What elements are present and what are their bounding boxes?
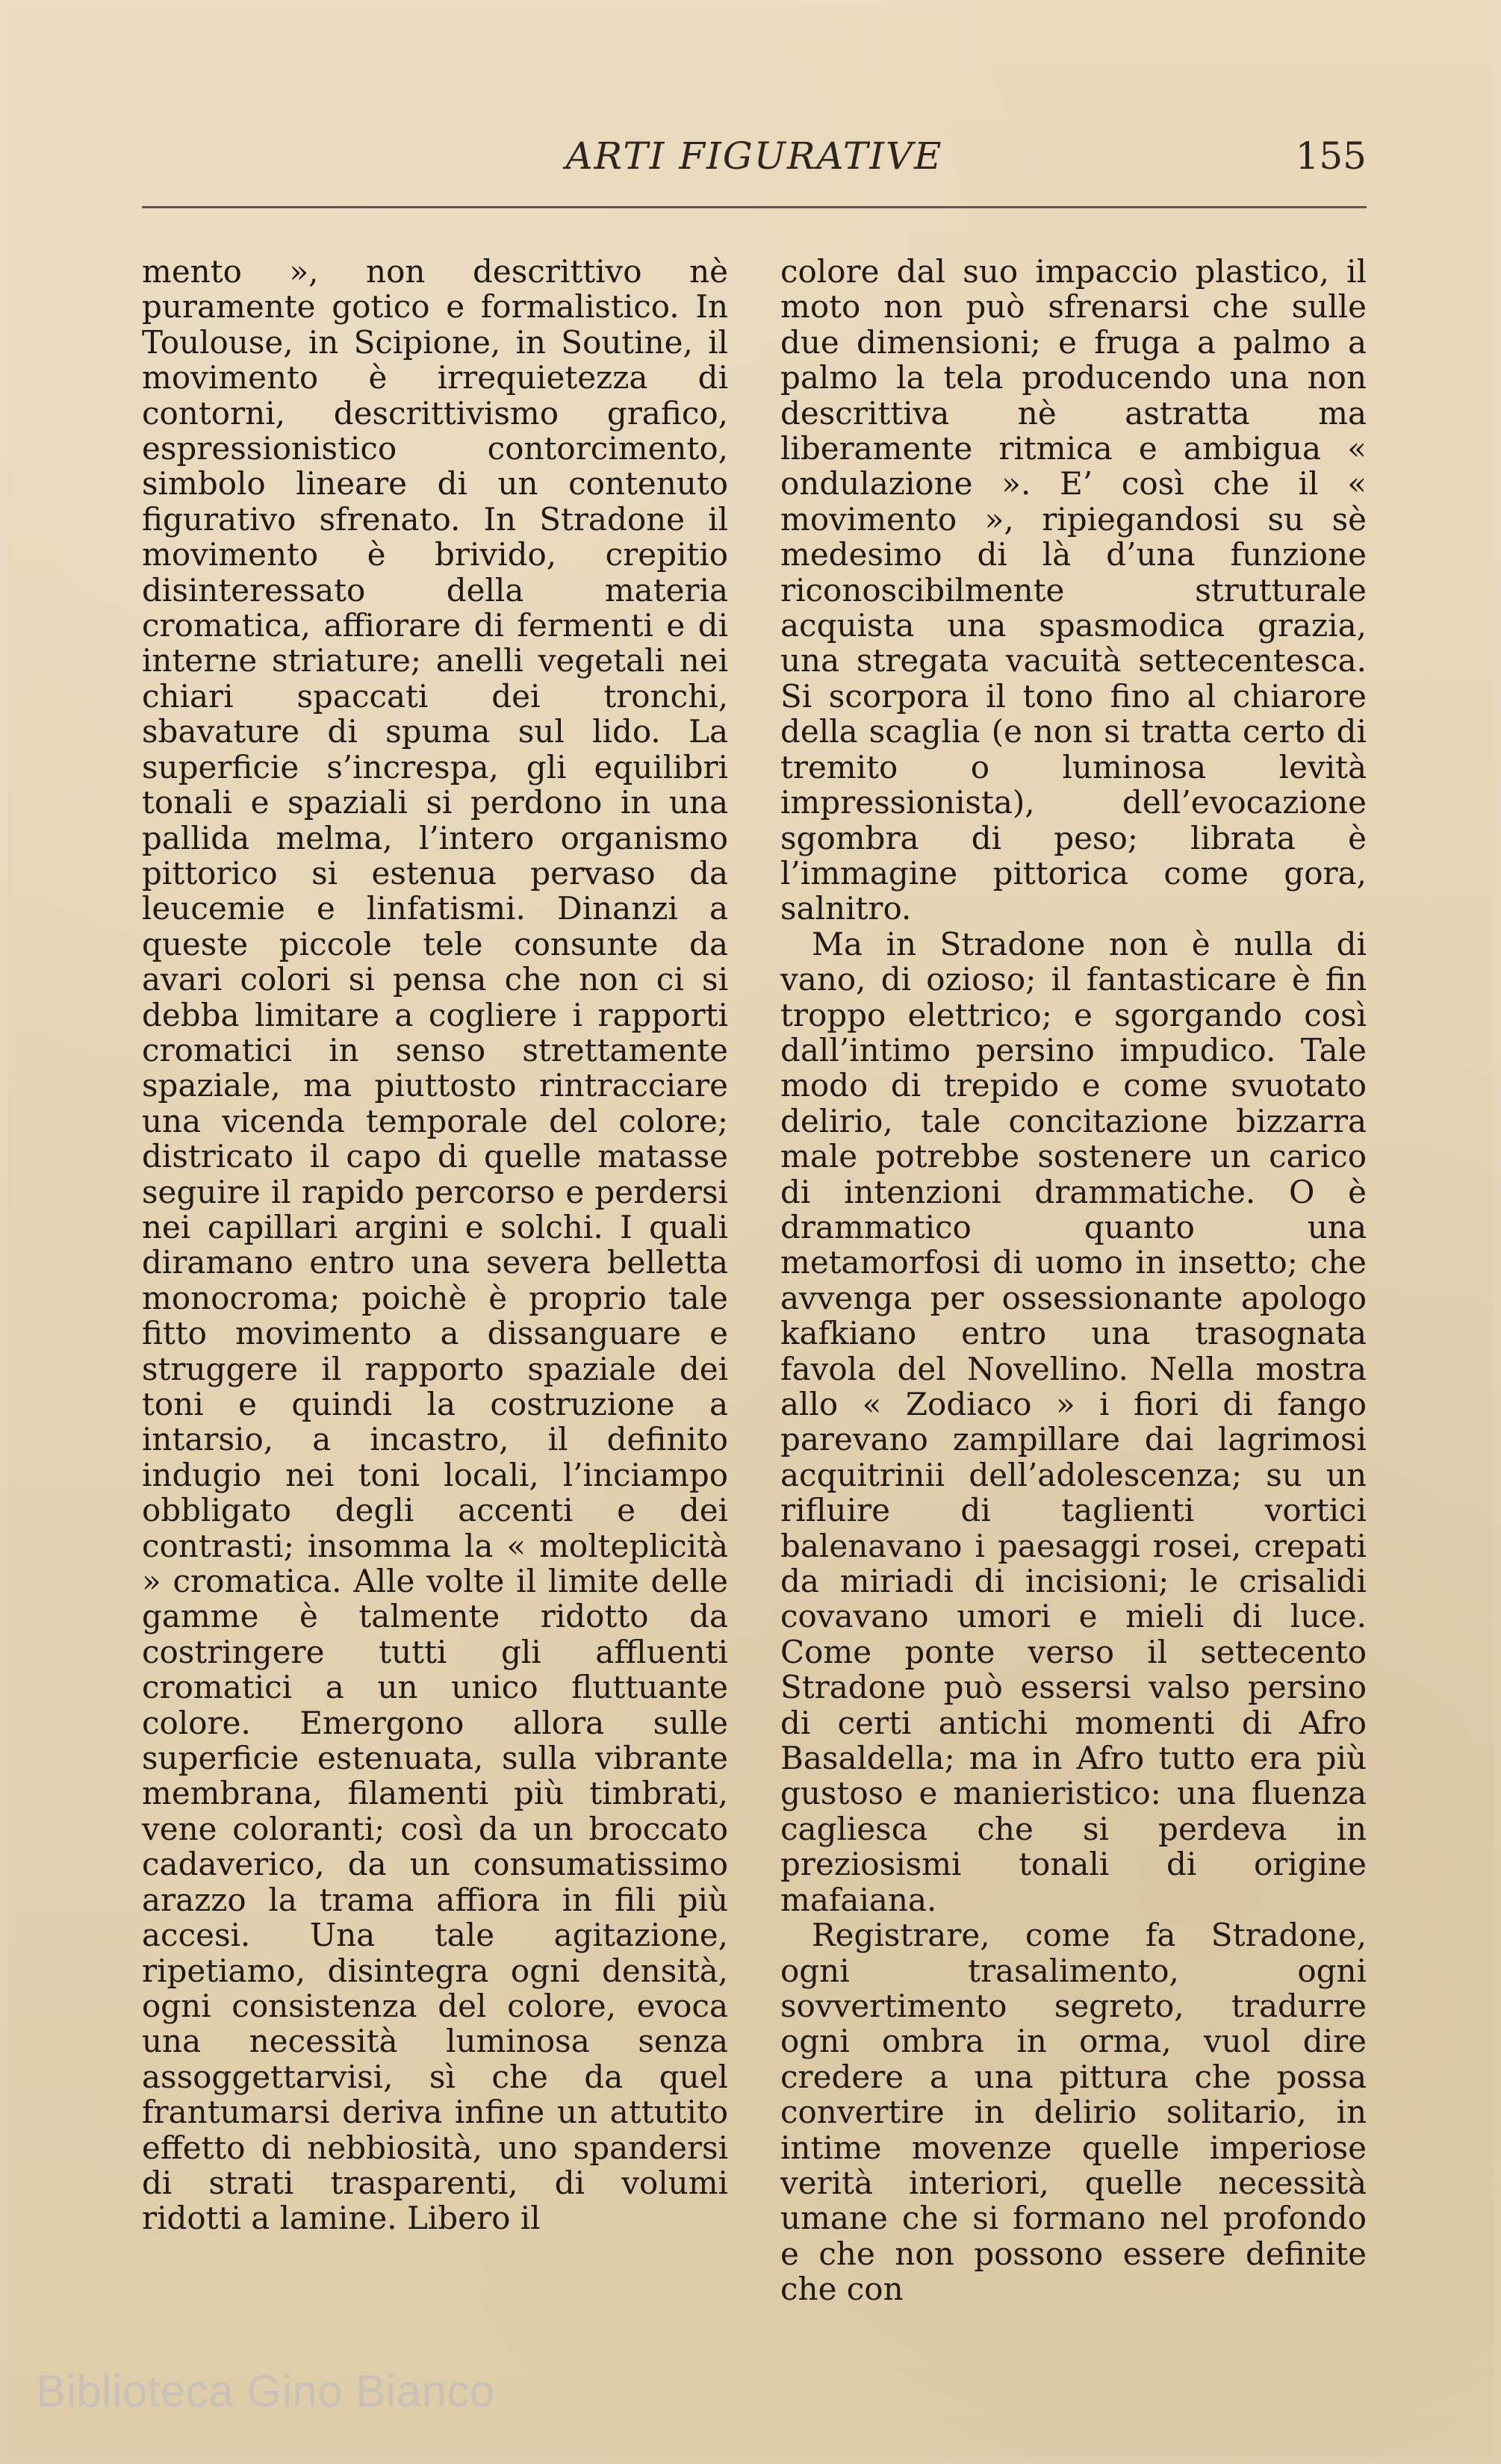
right-column-paragraph-2: Ma in Stradone non è nulla di vano, di ozioso; il fantasticare è fin troppo elettrico; e sgorgando così dall’intimo persino impudico. Tale modo di trepido e come svuotato delirio, tale concitazione bizzarra male potrebbe sostenere un carico di intenzioni drammatiche. O è drammatico quanto una metamorfosi di uomo in insetto; che avvenga per ossessionante apologo kafkiano entro una trasognata favola del Novellino. Nella mostra allo « Zodiaco » i fiori di fango parevano zampillare dai lagrimosi acquitrinii dell’adolescenza; su un rifluire di taglienti vortici balenavano i paesaggi rosei, crepati da miriadi di incisioni; le crisalidi covavano umori e mieli di luce. Come ponte verso il settecento Stradone può essersi valso persino di certi antichi momenti di Afro Basaldella; ma in Afro tutto era più gustoso e manieristico: una fluenza cagliesca che si perdeva in preziosismi tonali di origine mafaiana. (780, 925, 1367, 1918)
left-text-column (142, 254, 728, 2236)
page-number: 155 (1295, 134, 1367, 178)
right-column-paragraph-1: colore dal suo impaccio plastico, il moto non può sfrenarsi che sulle due dimensioni; e fruga a palmo a palmo la tela producendo una non descrittiva nè astratta ma liberamente ritmica e ambigua « ondulazione ». E’ così che il « movimento », ripiegandosi su sè medesimo di là d’una funzione riconoscibilmente strutturale acquista una spasmodica grazia, una stregata vacuità settecentesca. Si scorpora il tono fino al chiarore della scaglia (e non si tratta certo di tremito o luminosa levità impressionista), dell’evocazione sgombra di peso; librata è l’immagine pittorica come gora, salnitro. (780, 253, 1367, 927)
running-head: ARTI FIGURATIVE (565, 134, 943, 178)
right-column-paragraph-3: Registrare, come fa Stradone, ogni trasalimento, ogni sovvertimento segreto, tradurre ogni ombra in orma, vuol dire credere a una pittura che possa convertire in delirio solitario, in intime movenze quelle imperiose verità interiori, quelle necessità umane che si formano nel profondo e che non possono essere definite che con (780, 1917, 1367, 2308)
page-header (142, 134, 1367, 194)
library-watermark: Biblioteca Gino Bianco (36, 2366, 495, 2416)
left-column-text: mento », non descrittivo nè puramente gotico e formalistico. In Toulouse, in Scipione, in Soutine, il movimento è irrequietezza di contorni, descrittivismo grafico, espressionistico contorcimento, simbolo lineare di un contenuto figurativo sfrenato. In Stradone il movimento è brivido, crepitio disinteressato della materia cromatica, affiorare di fermenti e di interne striature; anelli vegetali nei chiari spaccati dei tronchi, sbavature di spuma sul lido. La superficie s’increspa, gli equilibri tonali e spaziali si perdono in una pallida melma, l’intero organismo pittorico si estenua pervaso da leucemie e linfatismi. Dinanzi a queste piccole tele consunte da avari colori si pensa che non ci si debba limitare a cogliere i rapporti cromatici in senso strettamente spaziale, ma piuttosto rintracciare una vicenda temporale del colore; districato il capo di quelle matasse seguire il rapido percorso e perdersi nei capillari argini e solchi. I quali diramano entro una severa belletta monocroma; poichè è proprio tale fitto movimento a dissanguare e struggere il rapporto spaziale dei toni e quindi la costruzione a intarsio, a incastro, il definito indugio nei toni locali, l’inciampo obbligato degli accenti e dei contrasti; insomma la « molteplicità » cromatica. Alle volte il limite delle gamme è talmente ridotto da costringere tutti gli affluenti cromatici a un unico fluttuante colore. Emergono allora sulle superficie estenuata, sulla vibrante membrana, filamenti più timbrati, vene coloranti; così da un broccato cadaverico, da un consumatissimo arazzo la trama affiora in fili più accesi. Una tale agitazione, ripetiamo, disintegra ogni densità, ogni consistenza del colore, evoca una necessità luminosa senza assoggettarvisi, sì che da quel frantumarsi deriva infine un attutito effetto di nebbiosità, uno spandersi di strati trasparenti, di volumi ridotti a lamine. Libero il (142, 253, 728, 2237)
header-rule (142, 206, 1367, 208)
right-text-column (780, 254, 1367, 2307)
